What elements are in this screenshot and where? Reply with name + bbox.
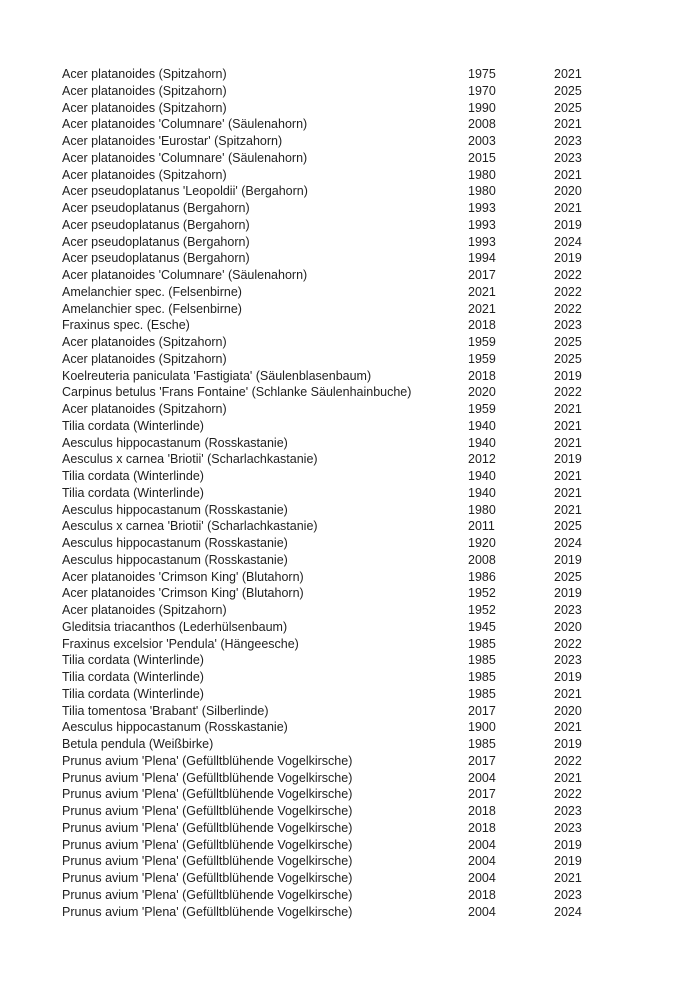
year-first: 1985 bbox=[468, 653, 496, 668]
tree-name: Acer platanoides (Spitzahorn) bbox=[62, 100, 227, 115]
year-second: 2021 bbox=[554, 469, 582, 483]
year-first: 1990 bbox=[468, 100, 496, 115]
tree-name: Tilia cordata (Winterlinde) bbox=[62, 469, 204, 483]
year-second: 2023 bbox=[554, 318, 582, 333]
year-second: 2019 bbox=[554, 368, 582, 383]
year-second: 2023 bbox=[554, 134, 582, 148]
tree-name: Carpinus betulus 'Frans Fontaine' (Schlanke Säulenhainbuche) bbox=[62, 385, 412, 400]
tree-name: Prunus avium 'Plena' (Gefülltblühende Vogelkirsche) bbox=[62, 854, 353, 869]
year-first: 1920 bbox=[468, 536, 496, 550]
year-first: 2018 bbox=[468, 820, 496, 835]
year-second: 2020 bbox=[554, 703, 582, 718]
year-second: 2019 bbox=[554, 452, 582, 467]
year-first: 1980 bbox=[468, 502, 496, 517]
year-first: 1993 bbox=[468, 234, 496, 249]
year-second: 2021 bbox=[554, 117, 582, 132]
year-second: 2023 bbox=[554, 603, 582, 617]
tree-name: Tilia cordata (Winterlinde) bbox=[62, 686, 204, 701]
table-row bbox=[62, 602, 662, 619]
tree-name: Acer platanoides (Spitzahorn) bbox=[62, 83, 227, 98]
table-row bbox=[62, 384, 662, 401]
tree-name: Gleditsia triacanthos (Lederhülsenbaum) bbox=[62, 619, 288, 634]
table-row bbox=[62, 116, 662, 133]
table-row bbox=[62, 703, 662, 720]
year-second: 2025 bbox=[554, 569, 582, 584]
year-first: 2004 bbox=[468, 904, 496, 919]
table-row bbox=[62, 619, 662, 636]
year-first: 1993 bbox=[468, 217, 496, 232]
year-first: 1940 bbox=[468, 485, 496, 500]
year-second: 2019 bbox=[554, 586, 582, 601]
year-first: 2021 bbox=[468, 284, 496, 299]
tree-name: Acer platanoides 'Columnare' (Säulenahorn) bbox=[62, 150, 308, 165]
year-first: 2017 bbox=[468, 753, 496, 768]
tree-name: Aesculus x carnea 'Briotii' (Scharlachkastanie) bbox=[62, 519, 318, 534]
table-row bbox=[62, 100, 662, 117]
table-row bbox=[62, 652, 662, 669]
table-row bbox=[62, 133, 662, 150]
year-second: 2022 bbox=[554, 636, 582, 651]
table-row bbox=[62, 66, 662, 83]
tree-name: Acer platanoides 'Columnare' (Säulenahorn) bbox=[62, 117, 308, 132]
year-first: 2008 bbox=[468, 552, 496, 567]
year-second: 2025 bbox=[554, 100, 582, 115]
table-row bbox=[62, 770, 662, 787]
table-row bbox=[62, 435, 662, 452]
year-second: 2019 bbox=[554, 217, 582, 232]
table-row bbox=[62, 569, 662, 586]
year-first: 2008 bbox=[468, 117, 496, 132]
year-first: 2004 bbox=[468, 871, 496, 885]
year-first: 1952 bbox=[468, 603, 496, 617]
table-row bbox=[62, 150, 662, 167]
table-row bbox=[62, 301, 662, 318]
tree-name: Amelanchier spec. (Felsenbirne) bbox=[62, 301, 242, 316]
tree-name: Tilia tomentosa 'Brabant' (Silberlinde) bbox=[62, 703, 269, 718]
table-row bbox=[62, 518, 662, 535]
tree-name: Aesculus hippocastanum (Rosskastanie) bbox=[62, 552, 288, 567]
year-first: 2015 bbox=[468, 150, 496, 165]
table-row bbox=[62, 368, 662, 385]
table-row bbox=[62, 334, 662, 351]
year-first: 1945 bbox=[468, 619, 496, 634]
tree-name: Prunus avium 'Plena' (Gefülltblühende Vogelkirsche) bbox=[62, 770, 353, 785]
table-row bbox=[62, 468, 662, 485]
year-second: 2019 bbox=[554, 670, 582, 684]
year-first: 2017 bbox=[468, 787, 496, 802]
tree-name: Koelreuteria paniculata 'Fastigiata' (Säulenblasenbaum) bbox=[62, 368, 372, 383]
tree-name: Tilia cordata (Winterlinde) bbox=[62, 418, 204, 433]
year-first: 2011 bbox=[468, 519, 495, 534]
table-row bbox=[62, 502, 662, 519]
table-row bbox=[62, 267, 662, 284]
year-second: 2023 bbox=[554, 804, 582, 818]
year-second: 2022 bbox=[554, 284, 582, 299]
table-row bbox=[62, 736, 662, 753]
table-row bbox=[62, 217, 662, 234]
table-row bbox=[62, 284, 662, 301]
year-second: 2019 bbox=[554, 251, 582, 266]
year-second: 2023 bbox=[554, 887, 582, 902]
table-row bbox=[62, 234, 662, 251]
table-row bbox=[62, 887, 662, 904]
year-first: 2018 bbox=[468, 887, 496, 902]
tree-name: Acer pseudoplatanus 'Leopoldii' (Bergahorn) bbox=[62, 184, 308, 199]
table-row bbox=[62, 585, 662, 602]
tree-name: Tilia cordata (Winterlinde) bbox=[62, 485, 204, 500]
table-row bbox=[62, 904, 662, 921]
table-row bbox=[62, 418, 662, 435]
table-row bbox=[62, 535, 662, 552]
table-row bbox=[62, 317, 662, 334]
table-row bbox=[62, 870, 662, 887]
year-first: 1985 bbox=[468, 636, 496, 651]
document-page bbox=[62, 66, 662, 920]
year-first: 2017 bbox=[468, 268, 496, 282]
tree-name: Prunus avium 'Plena' (Gefülltblühende Vogelkirsche) bbox=[62, 820, 353, 835]
year-second: 2021 bbox=[554, 402, 582, 416]
tree-name: Acer pseudoplatanus (Bergahorn) bbox=[62, 234, 250, 249]
year-second: 2019 bbox=[554, 552, 582, 567]
year-second: 2024 bbox=[554, 536, 582, 550]
tree-name: Acer platanoides (Spitzahorn) bbox=[62, 402, 227, 416]
year-first: 2003 bbox=[468, 134, 496, 148]
tree-name: Prunus avium 'Plena' (Gefülltblühende Vogelkirsche) bbox=[62, 904, 353, 919]
tree-name: Prunus avium 'Plena' (Gefülltblühende Vogelkirsche) bbox=[62, 887, 353, 902]
year-first: 1952 bbox=[468, 586, 496, 601]
year-first: 1985 bbox=[468, 686, 496, 701]
year-first: 2020 bbox=[468, 385, 496, 400]
year-first: 1993 bbox=[468, 201, 496, 215]
year-second: 2024 bbox=[554, 904, 582, 919]
year-first: 2004 bbox=[468, 770, 496, 785]
table-row bbox=[62, 820, 662, 837]
year-second: 2022 bbox=[554, 753, 582, 768]
year-second: 2021 bbox=[554, 871, 582, 885]
year-second: 2022 bbox=[554, 787, 582, 802]
table-row bbox=[62, 552, 662, 569]
table-row bbox=[62, 401, 662, 418]
year-second: 2022 bbox=[554, 268, 582, 282]
table-row bbox=[62, 669, 662, 686]
year-second: 2019 bbox=[554, 837, 582, 852]
tree-name: Acer platanoides (Spitzahorn) bbox=[62, 335, 227, 349]
tree-name: Prunus avium 'Plena' (Gefülltblühende Vogelkirsche) bbox=[62, 837, 353, 852]
tree-name: Tilia cordata (Winterlinde) bbox=[62, 653, 204, 668]
tree-name: Tilia cordata (Winterlinde) bbox=[62, 670, 204, 684]
table-row bbox=[62, 200, 662, 217]
table-row bbox=[62, 250, 662, 267]
table-row bbox=[62, 686, 662, 703]
tree-name: Amelanchier spec. (Felsenbirne) bbox=[62, 284, 242, 299]
table-row bbox=[62, 837, 662, 854]
year-second: 2019 bbox=[554, 737, 582, 751]
year-first: 1959 bbox=[468, 351, 496, 366]
year-first: 2012 bbox=[468, 452, 496, 467]
table-row bbox=[62, 719, 662, 736]
year-first: 1970 bbox=[468, 83, 496, 98]
year-first: 1940 bbox=[468, 469, 496, 483]
tree-table bbox=[62, 66, 662, 920]
year-second: 2021 bbox=[554, 435, 582, 450]
year-first: 2017 bbox=[468, 703, 496, 718]
year-first: 2018 bbox=[468, 368, 496, 383]
table-row bbox=[62, 786, 662, 803]
tree-name: Prunus avium 'Plena' (Gefülltblühende Vogelkirsche) bbox=[62, 787, 353, 802]
table-row bbox=[62, 485, 662, 502]
tree-name: Aesculus hippocastanum (Rosskastanie) bbox=[62, 720, 288, 735]
tree-name: Betula pendula (Weißbirke) bbox=[62, 737, 214, 751]
year-first: 2018 bbox=[468, 804, 496, 818]
tree-name: Aesculus hippocastanum (Rosskastanie) bbox=[62, 435, 288, 450]
year-second: 2021 bbox=[554, 720, 582, 735]
tree-name: Acer platanoides 'Columnare' (Säulenahorn) bbox=[62, 268, 308, 282]
year-second: 2021 bbox=[554, 67, 582, 81]
tree-name: Prunus avium 'Plena' (Gefülltblühende Vogelkirsche) bbox=[62, 871, 353, 885]
table-row bbox=[62, 803, 662, 820]
tree-name: Acer pseudoplatanus (Bergahorn) bbox=[62, 251, 250, 266]
table-row bbox=[62, 853, 662, 870]
year-first: 2021 bbox=[468, 301, 496, 316]
table-row bbox=[62, 167, 662, 184]
tree-name: Acer platanoides 'Crimson King' (Blutahorn) bbox=[62, 586, 304, 601]
tree-name: Acer platanoides (Spitzahorn) bbox=[62, 167, 227, 182]
year-second: 2021 bbox=[554, 770, 582, 785]
table-row bbox=[62, 183, 662, 200]
year-second: 2021 bbox=[554, 686, 582, 701]
table-row bbox=[62, 83, 662, 100]
tree-name: Aesculus x carnea 'Briotii' (Scharlachkastanie) bbox=[62, 452, 318, 467]
tree-name: Acer platanoides (Spitzahorn) bbox=[62, 351, 227, 366]
year-first: 1980 bbox=[468, 184, 496, 199]
year-second: 2025 bbox=[554, 519, 582, 534]
year-second: 2021 bbox=[554, 167, 582, 182]
year-first: 1980 bbox=[468, 167, 496, 182]
year-second: 2024 bbox=[554, 234, 582, 249]
tree-name: Acer pseudoplatanus (Bergahorn) bbox=[62, 217, 250, 232]
tree-name: Aesculus hippocastanum (Rosskastanie) bbox=[62, 536, 288, 550]
year-first: 1985 bbox=[468, 670, 496, 684]
year-second: 2020 bbox=[554, 184, 582, 199]
tree-name: Acer platanoides 'Eurostar' (Spitzahorn) bbox=[62, 134, 283, 148]
year-first: 1959 bbox=[468, 402, 496, 416]
year-second: 2022 bbox=[554, 385, 582, 400]
year-first: 1900 bbox=[468, 720, 496, 735]
year-second: 2022 bbox=[554, 301, 582, 316]
table-row bbox=[62, 636, 662, 653]
tree-name: Prunus avium 'Plena' (Gefülltblühende Vogelkirsche) bbox=[62, 804, 353, 818]
tree-name: Acer platanoides (Spitzahorn) bbox=[62, 603, 227, 617]
year-second: 2019 bbox=[554, 854, 582, 869]
year-second: 2023 bbox=[554, 653, 582, 668]
year-first: 1940 bbox=[468, 418, 496, 433]
year-first: 1975 bbox=[468, 67, 496, 81]
table-row bbox=[62, 351, 662, 368]
year-second: 2021 bbox=[554, 201, 582, 215]
year-first: 1986 bbox=[468, 569, 496, 584]
year-second: 2021 bbox=[554, 485, 582, 500]
tree-name: Acer platanoides (Spitzahorn) bbox=[62, 67, 227, 81]
year-second: 2023 bbox=[554, 820, 582, 835]
tree-name: Acer platanoides 'Crimson King' (Blutahorn) bbox=[62, 569, 304, 584]
tree-name: Aesculus hippocastanum (Rosskastanie) bbox=[62, 502, 288, 517]
year-second: 2025 bbox=[554, 351, 582, 366]
tree-name: Acer pseudoplatanus (Bergahorn) bbox=[62, 201, 250, 215]
table-row bbox=[62, 753, 662, 770]
tree-name: Fraxinus spec. (Esche) bbox=[62, 318, 190, 333]
tree-name: Prunus avium 'Plena' (Gefülltblühende Vogelkirsche) bbox=[62, 753, 353, 768]
tree-table-body bbox=[62, 66, 662, 920]
tree-name: Fraxinus excelsior 'Pendula' (Hängeesche) bbox=[62, 636, 299, 651]
table-row bbox=[62, 451, 662, 468]
year-second: 2023 bbox=[554, 150, 582, 165]
year-second: 2025 bbox=[554, 83, 582, 98]
year-second: 2020 bbox=[554, 619, 582, 634]
year-second: 2021 bbox=[554, 502, 582, 517]
year-first: 1985 bbox=[468, 737, 496, 751]
year-first: 1994 bbox=[468, 251, 496, 266]
year-first: 1959 bbox=[468, 335, 496, 349]
year-first: 2004 bbox=[468, 854, 496, 869]
year-second: 2025 bbox=[554, 335, 582, 349]
year-first: 2004 bbox=[468, 837, 496, 852]
year-second: 2021 bbox=[554, 418, 582, 433]
year-first: 1940 bbox=[468, 435, 496, 450]
year-first: 2018 bbox=[468, 318, 496, 333]
